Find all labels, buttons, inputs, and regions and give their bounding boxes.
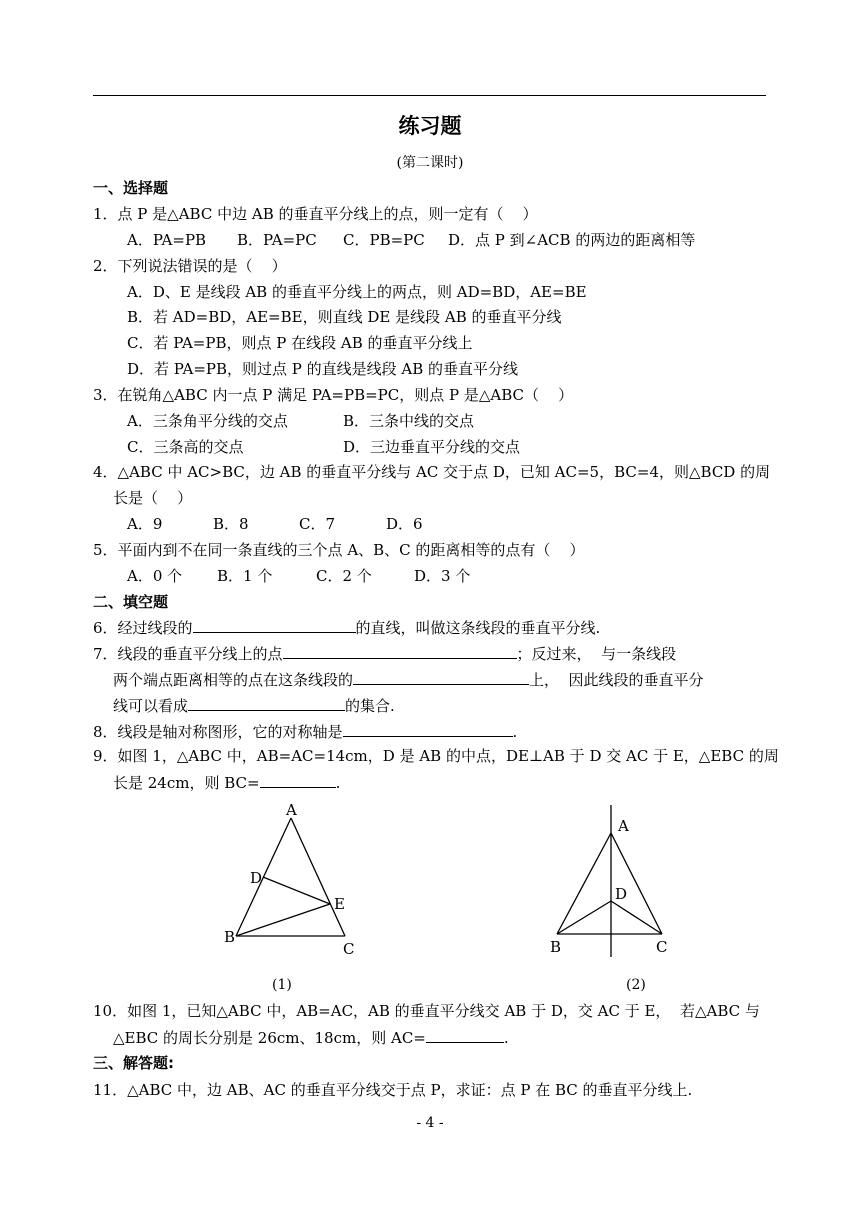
question-8 xyxy=(93,721,517,742)
vertex-label-c: C xyxy=(343,940,355,958)
question-3-option-d: D．三边垂直平分线的交点 xyxy=(343,438,521,456)
question-7-text: ；反过来， 与一条线段 xyxy=(516,645,677,663)
figure-2-caption: (2) xyxy=(626,977,646,993)
question-9-line-1: 9．如图 1，△ABC 中，AB=AC=14cm，D 是 AB 的中点，DE⊥AB 于 D 交 AC 于 E，△EBC 的周 xyxy=(93,747,779,765)
vertex-label-c: C xyxy=(656,938,668,956)
question-1-stem: 1．点 P 是△ABC 中边 AB 的垂直平分线上的点，则一定有（ ） xyxy=(93,205,538,223)
header-rule xyxy=(93,95,766,96)
vertex-label-a: A xyxy=(618,817,629,835)
question-10-text-post: . xyxy=(503,1029,509,1047)
segment-be xyxy=(236,904,330,936)
figure-1-caption: (1) xyxy=(272,977,292,993)
vertex-label-b: B xyxy=(224,928,236,946)
vertex-label-a: A xyxy=(286,801,297,819)
question-3-option-b: B．三条中线的交点 xyxy=(343,412,475,430)
question-1-option-d: D．点 P 到∠ACB 的两边的距离相等 xyxy=(448,231,696,249)
page-subtitle: (第二课时) xyxy=(396,155,464,171)
section-heading-fill: 二、填空题 xyxy=(93,593,169,611)
answer-blank xyxy=(283,643,517,659)
answer-blank xyxy=(343,721,513,737)
question-3-stem: 3．在锐角△ABC 内一点 P 满足 PA=PB=PC，则点 P 是△ABC（ ） xyxy=(93,386,574,404)
segment-ab xyxy=(557,833,611,934)
question-6-text-post: 的直线，叫做这条线段的垂直平分线. xyxy=(355,619,601,637)
question-2-option-c: C．若 PA=PB，则点 P 在线段 AB 的垂直平分线上 xyxy=(127,334,473,352)
question-6 xyxy=(93,617,600,638)
answer-blank xyxy=(426,1027,504,1043)
question-2-option-d: D．若 PA=PB，则过点 P 的直线是线段 AB 的垂直平分线 xyxy=(127,360,519,378)
question-1-option-a: A．PA=PB xyxy=(127,231,207,249)
question-9-line-2 xyxy=(113,772,340,793)
figure-1 xyxy=(200,795,380,970)
answer-blank xyxy=(353,669,529,685)
question-1-option-c: C．PB=PC xyxy=(343,231,425,249)
segment-ac xyxy=(291,818,345,936)
question-1-option-b: B．PA=PC xyxy=(237,231,317,249)
question-7-text: 的集合. xyxy=(345,697,395,715)
question-11: 11．△ABC 中，边 AB、AC 的垂直平分线交于点 P，求证：点 P 在 BC 的垂直平分线上. xyxy=(93,1081,693,1099)
question-8-text-pre: 8．线段是轴对称图形，它的对称轴是 xyxy=(93,723,343,741)
answer-blank xyxy=(188,695,345,711)
answer-blank xyxy=(260,772,336,788)
question-4-option-d: D．6 xyxy=(386,515,423,533)
question-4-stem-continued: 长是（ ） xyxy=(113,489,193,507)
page-number: - 4 - xyxy=(416,1115,444,1131)
question-5-option-d: D．3 个 xyxy=(414,567,471,585)
question-7-text: 7．线段的垂直平分线上的点 xyxy=(93,645,283,663)
question-4-option-b: B．8 xyxy=(213,515,249,533)
point-label-e: E xyxy=(334,895,345,913)
question-7-line-2 xyxy=(113,669,704,690)
question-5-option-b: B．1 个 xyxy=(217,567,273,585)
point-label-d: D xyxy=(615,885,628,903)
question-9-text-post: . xyxy=(335,774,341,792)
question-2-option-b: B．若 AD=BD，AE=BE，则直线 DE 是线段 AB 的垂直平分线 xyxy=(127,308,562,326)
question-3-option-a: A．三条角平分线的交点 xyxy=(127,412,288,430)
question-4-stem: 4．△ABC 中 AC>BC，边 AB 的垂直平分线与 AC 交于点 D，已知 AC=5，BC=4，则△BCD 的周 xyxy=(93,463,771,481)
question-2-option-a: A．D、E 是线段 AB 的垂直平分线上的两点，则 AD=BD，AE=BE xyxy=(127,283,587,301)
question-7-text: 两个端点距离相等的点在这条线段的 xyxy=(113,671,354,689)
point-label-d: D xyxy=(250,869,263,887)
question-10-line-1: 10．如图 1，已知△ABC 中，AB=AC，AB 的垂直平分线交 AB 于 D，交 AC 于 E， 若△ABC 与 xyxy=(93,1002,760,1020)
question-5-option-c: C．2 个 xyxy=(316,567,372,585)
section-heading-solve: 三、解答题: xyxy=(93,1054,174,1072)
question-7-text: 上， 因此线段的垂直平分 xyxy=(529,671,704,689)
figure-2 xyxy=(540,800,680,965)
section-heading-choice: 一、选择题 xyxy=(93,179,169,197)
question-7-text: 线可以看成 xyxy=(113,697,189,715)
question-4-option-c: C．7 xyxy=(299,515,336,533)
question-6-text-pre: 6．经过线段的 xyxy=(93,619,193,637)
question-2-stem: 2．下列说法错误的是（ ） xyxy=(93,257,287,275)
question-9-text-pre: 长是 24cm，则 BC= xyxy=(113,774,260,792)
segment-ac xyxy=(611,833,662,934)
question-10-line-2 xyxy=(113,1027,509,1048)
question-4-option-a: A．9 xyxy=(127,515,163,533)
page-title: 练习题 xyxy=(398,114,462,138)
question-5-option-a: A．0 个 xyxy=(127,567,183,585)
answer-blank xyxy=(193,617,356,633)
vertex-label-b: B xyxy=(550,938,562,956)
question-5-stem: 5．平面内到不在同一条直线的三个点 A、B、C 的距离相等的点有（ ） xyxy=(93,541,585,559)
question-3-option-c: C．三条高的交点 xyxy=(127,438,244,456)
question-8-text-post: . xyxy=(512,723,518,741)
question-7-line-3 xyxy=(113,695,395,716)
question-7-line-1 xyxy=(93,643,676,664)
question-10-text-pre: △EBC 的周长分别是 26cm、18cm，则 AC= xyxy=(113,1029,426,1047)
